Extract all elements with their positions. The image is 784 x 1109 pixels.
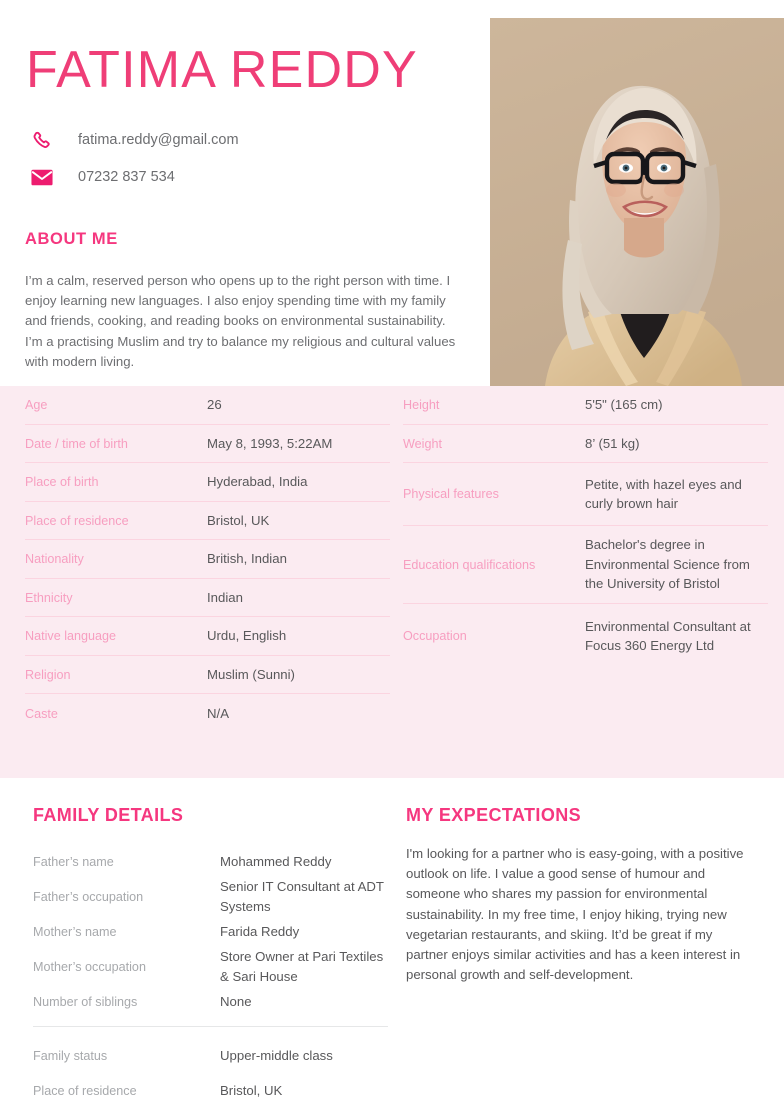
- family-row-fathers-name: [33, 846, 388, 877]
- family-row-mothers-occupation: [33, 947, 388, 986]
- detail-value: N/A: [207, 705, 229, 721]
- detail-row-place-of-residence: [25, 502, 390, 540]
- family-label: Place of residence: [33, 1083, 137, 1098]
- contact-row-phone[interactable]: [30, 166, 175, 188]
- detail-row-nationality: [25, 540, 390, 579]
- family-label: Mother’s occupation: [33, 959, 146, 974]
- family-row-family-status: [33, 1027, 388, 1075]
- family-label: Father’s name: [33, 854, 114, 869]
- detail-label: Place of birth: [25, 475, 99, 489]
- family-row-fathers-occupation: [33, 877, 388, 916]
- family-label: Mother’s name: [33, 924, 117, 939]
- detail-value: British, Indian: [207, 551, 287, 567]
- detail-value: Indian: [207, 589, 243, 605]
- detail-label: Date / time of birth: [25, 436, 128, 451]
- family-row-mothers-name: [33, 916, 388, 947]
- family-row-number-of-siblings: [33, 986, 388, 1017]
- detail-label: Education qualifications: [403, 557, 536, 572]
- detail-label: Height: [403, 398, 440, 412]
- detail-label: Age: [25, 398, 48, 412]
- email-text: fatima.reddy@gmail.com: [78, 132, 239, 148]
- family-value: Mohammed Reddy: [220, 853, 332, 869]
- about-me-text: I’m a calm, reserved person who opens up to the right person with time. I enjoy learning new languages. I also enjoy spending time with my family and friends, cooking, and reading books on environmental sustainability. I’m a practising Muslim and try to balance my religious and cultural values with modern living.: [25, 273, 456, 369]
- detail-row-caste: [25, 694, 390, 733]
- family-row-place-of-residence: [33, 1075, 388, 1106]
- detail-label: Religion: [25, 667, 71, 682]
- family-label: Father’s occupation: [33, 889, 144, 904]
- my-expectations-text: I'm looking for a partner who is easy-going, with a positive outlook on life. I value a good sense of humour and someone who shares my passion for environmental sustainability. In my free time, I enjoy hiking, trying new vegetarian restaurants, and skiing. It’d be great if my partner enjoys similar activities and has a keen interest in personal growth and self-development.: [406, 846, 744, 983]
- envelope-icon: [30, 166, 54, 188]
- detail-row-education: [403, 526, 768, 604]
- detail-row-weight: [403, 425, 768, 463]
- family-label: Number of siblings: [33, 994, 138, 1009]
- family-value: Store Owner at Pari Textiles & Sari House: [220, 949, 384, 984]
- family-value: None: [220, 993, 252, 1009]
- family-value: Farida Reddy: [220, 923, 300, 939]
- detail-label: Caste: [25, 706, 58, 721]
- detail-row-place-of-birth: [25, 463, 390, 502]
- personal-details-section: [0, 386, 784, 778]
- phone-icon: [30, 129, 54, 151]
- header-section: [0, 0, 784, 386]
- personal-details-right-column: [403, 386, 768, 668]
- detail-row-physical-features: [403, 463, 768, 526]
- family-details-heading: FAMILY DETAILS: [33, 805, 184, 825]
- detail-label: Occupation: [403, 629, 467, 643]
- portrait-photo: [490, 18, 784, 386]
- detail-row-ethnicity: [25, 579, 390, 617]
- detail-value: 26: [207, 397, 222, 413]
- family-value: Senior IT Consultant at ADT Systems: [220, 879, 384, 914]
- family-label: Family status: [33, 1048, 108, 1063]
- detail-label: Place of residence: [25, 513, 129, 528]
- family-details-table: [33, 846, 388, 1106]
- detail-value: May 8, 1993, 5:22AM: [207, 435, 333, 451]
- detail-label: Ethnicity: [25, 590, 73, 605]
- my-expectations-heading: MY EXPECTATIONS: [406, 805, 582, 825]
- contact-row-email[interactable]: [30, 129, 239, 151]
- detail-row-native-language: [25, 617, 390, 656]
- personal-details-left-column: [25, 386, 390, 733]
- family-value: Bristol, UK: [220, 1082, 283, 1098]
- detail-value: Bachelor's degree in Environmental Science from the University of Bristol: [585, 537, 750, 592]
- detail-value: 5'5" (165 cm): [585, 397, 663, 413]
- detail-label: Native language: [25, 629, 117, 643]
- detail-value: Bristol, UK: [207, 512, 270, 528]
- detail-row-age: [25, 386, 390, 425]
- page-title: FATIMA REDDY: [26, 41, 418, 99]
- detail-row-occupation: [403, 604, 768, 668]
- detail-value: Hyderabad, India: [207, 474, 308, 490]
- family-value: Upper-middle class: [220, 1047, 333, 1063]
- detail-label: Weight: [403, 436, 442, 451]
- detail-value: Urdu, English: [207, 628, 287, 644]
- detail-row-religion: [25, 656, 390, 694]
- phone-text: 07232 837 534: [78, 169, 175, 185]
- detail-label: Nationality: [25, 552, 84, 566]
- detail-row-height: [403, 386, 768, 425]
- detail-value: Muslim (Sunni): [207, 666, 295, 682]
- detail-label: Physical features: [403, 487, 499, 501]
- about-me-heading: ABOUT ME: [25, 230, 118, 248]
- detail-value: Environmental Consultant at Focus 360 Energy Ltd: [585, 618, 751, 653]
- detail-value: 8’ (51 kg): [585, 435, 640, 451]
- bottom-section: [0, 778, 784, 1109]
- detail-row-date-of-birth: [25, 425, 390, 463]
- detail-value: Petite, with hazel eyes and curly brown hair: [585, 476, 742, 511]
